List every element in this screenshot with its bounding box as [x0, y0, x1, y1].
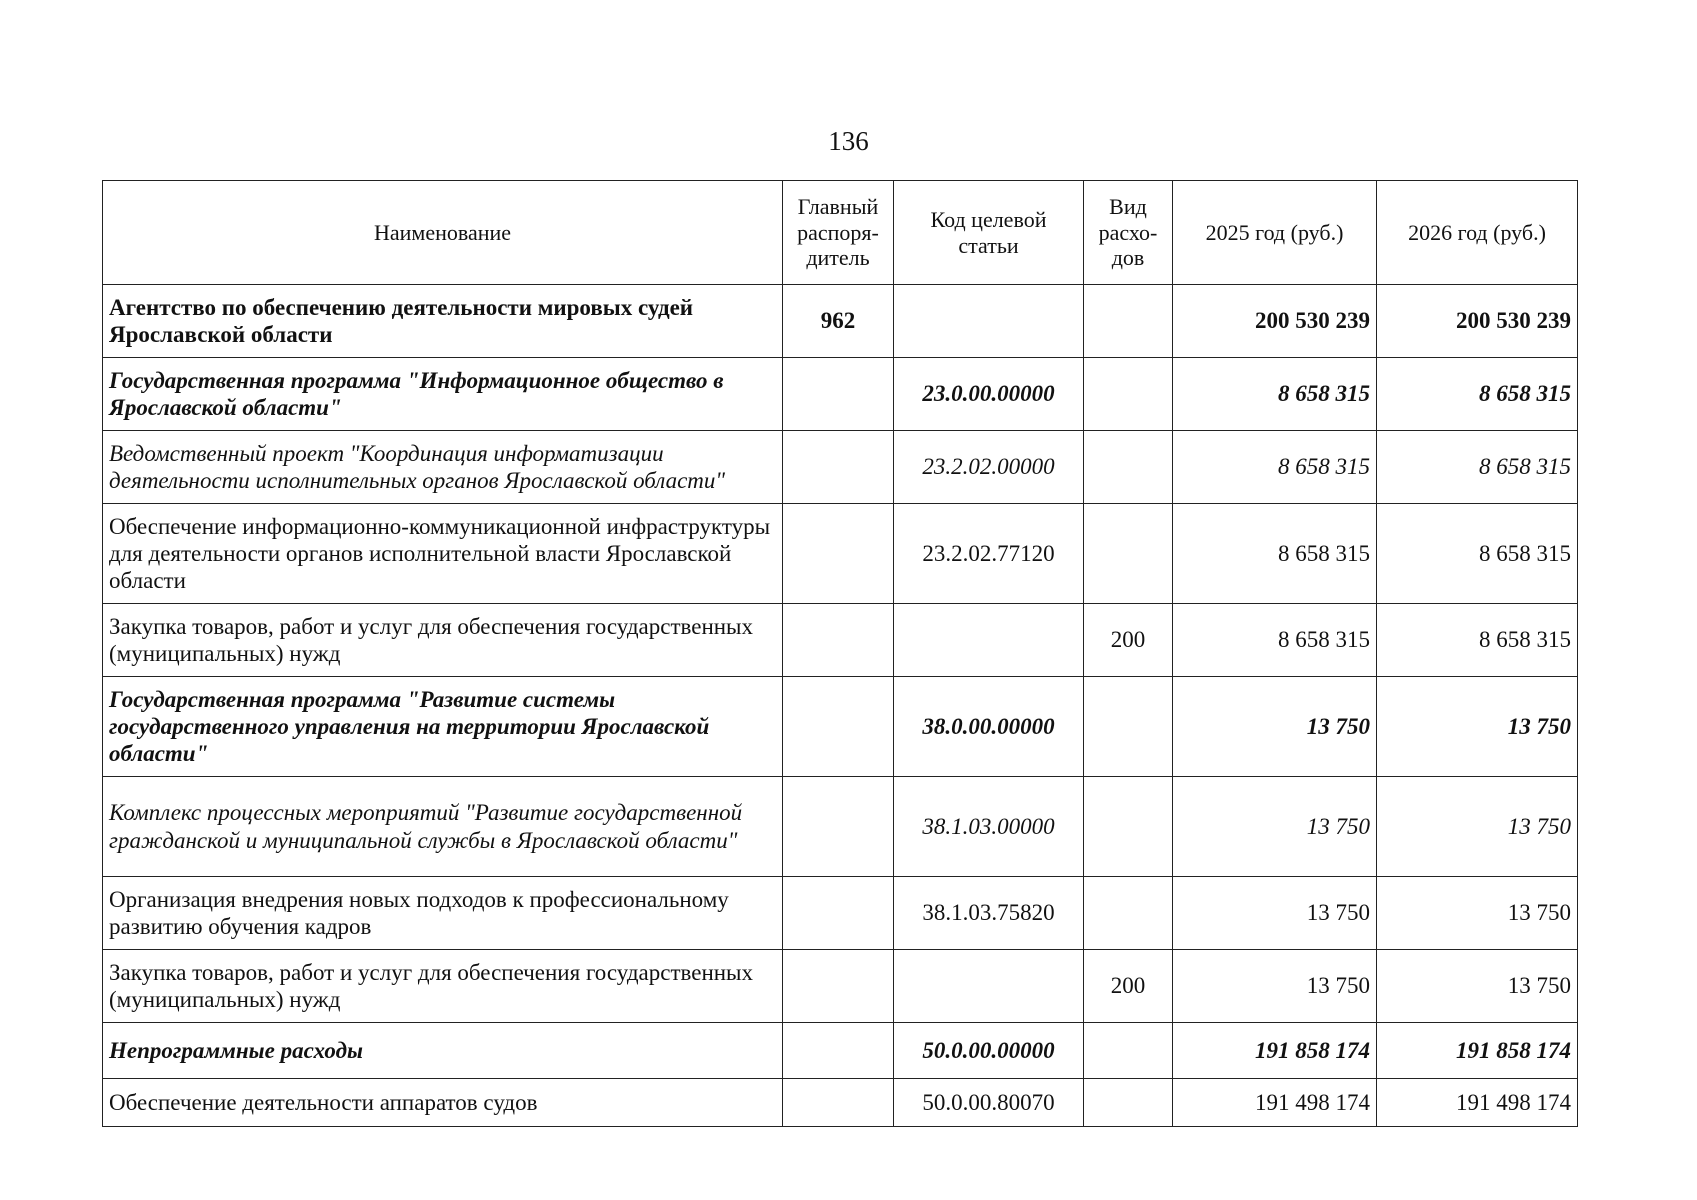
header-2025: 2025 год (руб.) [1173, 181, 1377, 285]
row-2025: 8 658 315 [1173, 431, 1377, 504]
row-2025: 8 658 315 [1173, 604, 1377, 677]
row-name: Ведомственный проект "Координация информатизации деятельности исполнительных органов Ярославской области" [103, 431, 783, 504]
row-code: 50.0.00.80070 [894, 1079, 1084, 1127]
row-2026: 8 658 315 [1377, 604, 1578, 677]
table-row [103, 358, 1578, 431]
row-code: 38.0.00.00000 [894, 677, 1084, 777]
row-type [1084, 358, 1173, 431]
row-2025: 191 858 174 [1173, 1023, 1377, 1079]
row-2026: 13 750 [1377, 877, 1578, 950]
row-name: Государственная программа "Информационное общество в Ярославской области" [103, 358, 783, 431]
row-manager [783, 358, 894, 431]
row-2026: 8 658 315 [1377, 431, 1578, 504]
row-type [1084, 1023, 1173, 1079]
row-manager [783, 950, 894, 1023]
table-row [103, 1079, 1578, 1127]
row-2025: 13 750 [1173, 950, 1377, 1023]
row-2026: 13 750 [1377, 777, 1578, 877]
row-type [1084, 777, 1173, 877]
page-number: 136 [828, 126, 869, 156]
row-manager [783, 877, 894, 950]
row-name: Непрограммные расходы [103, 1023, 783, 1079]
row-2025: 13 750 [1173, 677, 1377, 777]
row-name: Государственная программа "Развитие системы государственного управления на территории Ярославской области" [103, 677, 783, 777]
row-2026: 200 530 239 [1377, 285, 1578, 358]
row-code [894, 950, 1084, 1023]
row-name: Обеспечение информационно-коммуникационной инфраструктуры для деятельности органов исполнительной власти Ярославской области [103, 504, 783, 604]
table-row [103, 877, 1578, 950]
table-row [103, 1023, 1578, 1079]
header-type: Вид расхо-дов [1084, 181, 1173, 285]
row-manager [783, 677, 894, 777]
table-row [103, 604, 1578, 677]
row-type [1084, 431, 1173, 504]
row-2025: 13 750 [1173, 777, 1377, 877]
row-code: 23.2.02.00000 [894, 431, 1084, 504]
row-name: Закупка товаров, работ и услуг для обеспечения государственных (муниципальных) нужд [103, 950, 783, 1023]
row-name: Обеспечение деятельности аппаратов судов [103, 1079, 783, 1127]
row-name: Закупка товаров, работ и услуг для обеспечения государственных (муниципальных) нужд [103, 604, 783, 677]
budget-table [102, 180, 1578, 1127]
row-2025: 8 658 315 [1173, 504, 1377, 604]
row-type [1084, 285, 1173, 358]
table-header-row [103, 181, 1578, 285]
row-manager [783, 777, 894, 877]
row-2026: 13 750 [1377, 677, 1578, 777]
row-2026: 8 658 315 [1377, 358, 1578, 431]
row-type: 200 [1084, 950, 1173, 1023]
row-2025: 191 498 174 [1173, 1079, 1377, 1127]
row-2025: 200 530 239 [1173, 285, 1377, 358]
row-2025: 8 658 315 [1173, 358, 1377, 431]
row-code: 23.2.02.77120 [894, 504, 1084, 604]
row-manager: 962 [783, 285, 894, 358]
row-code: 50.0.00.00000 [894, 1023, 1084, 1079]
header-manager: Главный распоря-дитель [783, 181, 894, 285]
row-code: 23.0.00.00000 [894, 358, 1084, 431]
row-name: Организация внедрения новых подходов к профессиональному развитию обучения кадров [103, 877, 783, 950]
header-code: Код целевой статьи [894, 181, 1084, 285]
row-code: 38.1.03.00000 [894, 777, 1084, 877]
table-row [103, 431, 1578, 504]
row-code [894, 285, 1084, 358]
row-2026: 191 498 174 [1377, 1079, 1578, 1127]
table-row [103, 285, 1578, 358]
table-row [103, 504, 1578, 604]
row-manager [783, 1079, 894, 1127]
row-name: Комплекс процессных мероприятий "Развитие государственной гражданской и муниципальной службы в Ярославской области" [103, 777, 783, 877]
row-code: 38.1.03.75820 [894, 877, 1084, 950]
row-2025: 13 750 [1173, 877, 1377, 950]
row-manager [783, 431, 894, 504]
header-2026: 2026 год (руб.) [1377, 181, 1578, 285]
row-type [1084, 877, 1173, 950]
table-row [103, 777, 1578, 877]
header-name: Наименование [103, 181, 783, 285]
row-2026: 8 658 315 [1377, 504, 1578, 604]
row-manager [783, 1023, 894, 1079]
table-row [103, 677, 1578, 777]
row-code [894, 604, 1084, 677]
row-2026: 13 750 [1377, 950, 1578, 1023]
table-row [103, 950, 1578, 1023]
row-type [1084, 1079, 1173, 1127]
row-manager [783, 504, 894, 604]
row-type [1084, 677, 1173, 777]
row-2026: 191 858 174 [1377, 1023, 1578, 1079]
row-type [1084, 504, 1173, 604]
row-type: 200 [1084, 604, 1173, 677]
row-manager [783, 604, 894, 677]
row-name: Агентство по обеспечению деятельности мировых судей Ярославской области [103, 285, 783, 358]
